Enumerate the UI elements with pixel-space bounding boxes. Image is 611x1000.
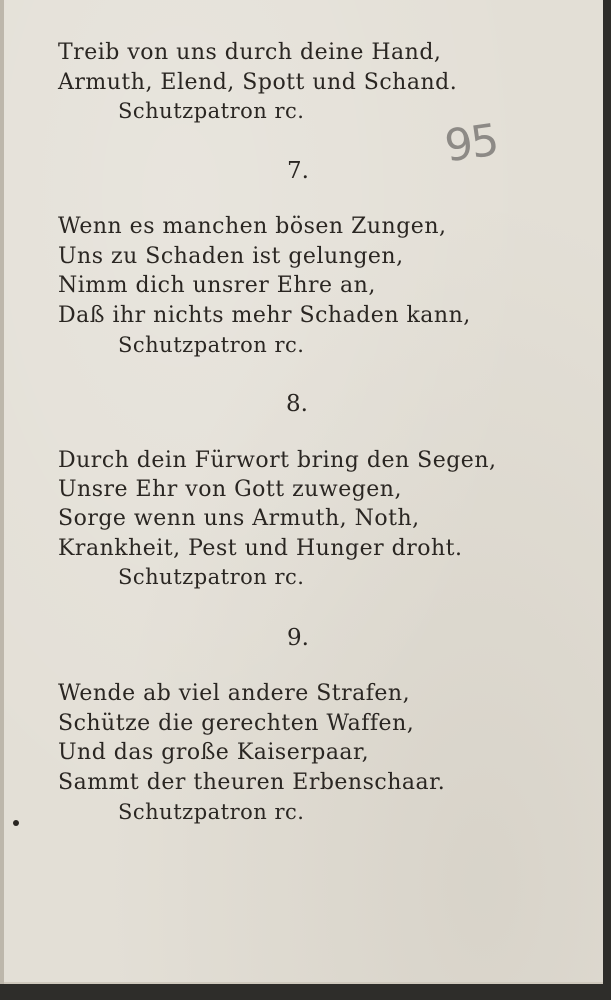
stanza-number: 7. bbox=[287, 158, 309, 184]
verse-line: Sammt der theuren Erbenschaar. bbox=[58, 770, 446, 795]
scan-background-right bbox=[603, 0, 611, 1000]
pencil-page-number: 95 bbox=[441, 114, 501, 173]
stanza-number: 9. bbox=[287, 625, 309, 651]
verse-line: Wende ab viel andere Strafen, bbox=[58, 681, 411, 706]
refrain-line: Schutzpatron rc. bbox=[118, 800, 305, 824]
refrain-line: Schutzpatron rc. bbox=[118, 99, 305, 123]
verse-line: Unsre Ehr von Gott zuwegen, bbox=[58, 477, 402, 502]
refrain-line: Schutzpatron rc. bbox=[118, 333, 305, 357]
page-edge bbox=[0, 0, 4, 1000]
stanza-number: 8. bbox=[286, 391, 308, 417]
verse-line: Durch dein Fürwort bring den Segen, bbox=[58, 448, 497, 473]
verse-line: Nimm dich unsrer Ehre an, bbox=[58, 273, 376, 298]
verse-line: Und das große Kaiserpaar, bbox=[58, 740, 370, 765]
verse-line: Treib von uns durch deine Hand, bbox=[58, 40, 442, 65]
verse-line: Daß ihr nichts mehr Schaden kann, bbox=[58, 303, 471, 328]
refrain-line: Schutzpatron rc. bbox=[118, 565, 305, 589]
verse-line: Armuth, Elend, Spott und Schand. bbox=[58, 70, 458, 95]
verse-line: Wenn es manchen bösen Zungen, bbox=[58, 214, 447, 239]
verse-line: Schütze die gerechten Waffen, bbox=[58, 711, 415, 736]
verse-line: Sorge wenn uns Armuth, Noth, bbox=[58, 506, 420, 531]
verse-line: Krankheit, Pest und Hunger droht. bbox=[58, 536, 463, 561]
ink-dot bbox=[13, 820, 19, 826]
verse-line: Uns zu Schaden ist gelungen, bbox=[58, 244, 404, 269]
scan-background-bottom bbox=[0, 984, 611, 1000]
